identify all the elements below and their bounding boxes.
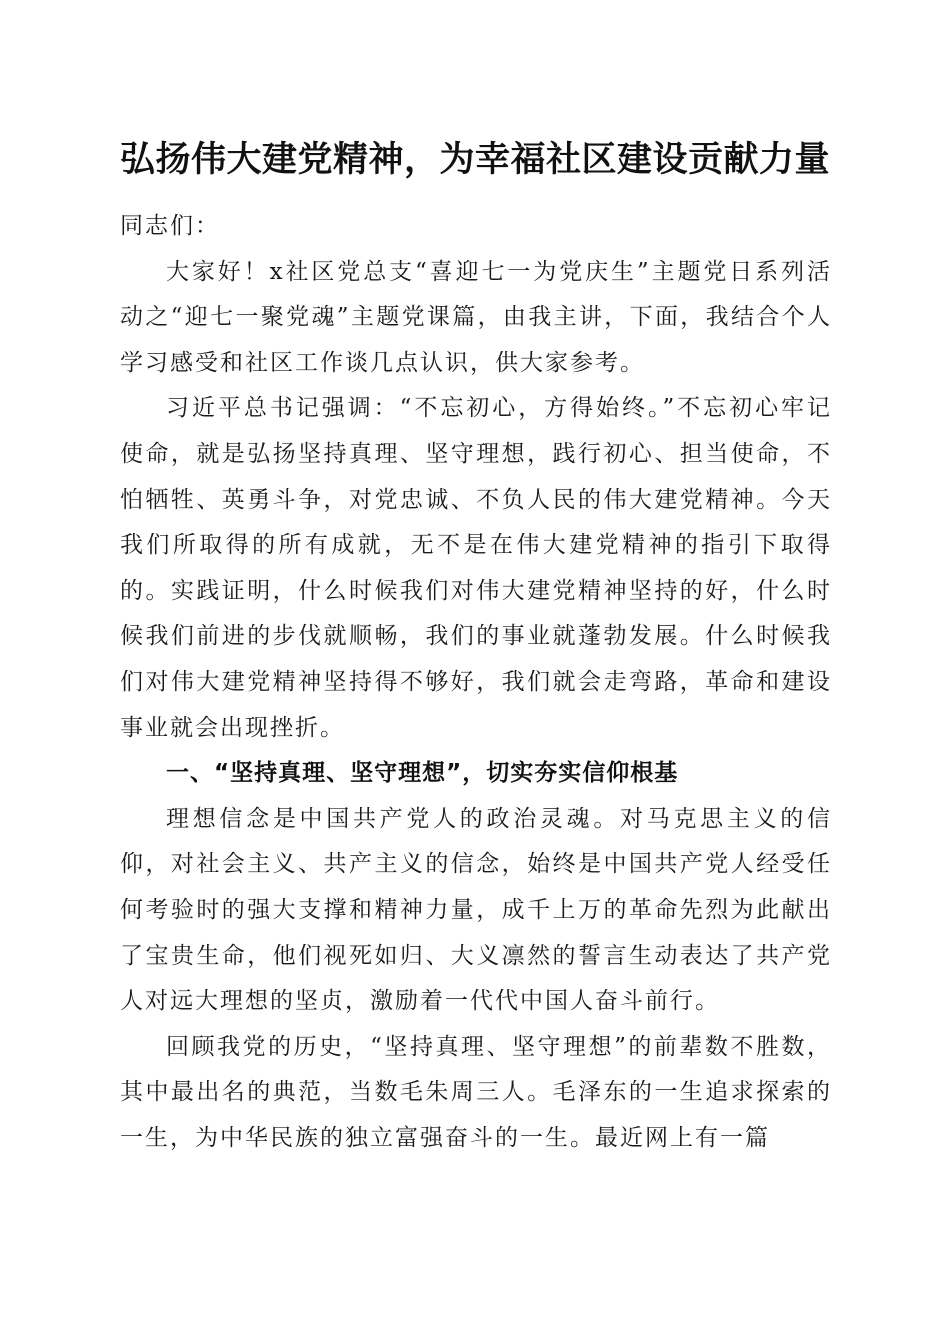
section-heading: 一、“坚持真理、坚守理想”，切实夯实信仰根基 — [166, 760, 679, 787]
paragraph-ideals: 理想信念是中国共产党人的政治灵魂。对马克思主义的信仰，对社会主义、共产主义的信念，始终是中国共产党人经受任何考验时的强大支撑和精神力量，成千上万的革命先烈为此献出了宝贵生命，他们视死如归、大义凛然的誓言生动表达了共产党人对远大理想的坚贞，激励着一代代中国人奋斗前行。 — [120, 805, 832, 1015]
paragraph-intro: 大家好！x社区党总支“喜迎七一为党庆生”主题党日系列活动之“迎七一聚党魂”主题党课篇，由我主讲，下面，我结合个人学习感受和社区工作谈几点认识，供大家参考。 — [120, 258, 832, 376]
document-body — [120, 204, 832, 1161]
paragraph-xi-quote: 习近平总书记强调：“不忘初心，方得始终。”不忘初心牢记使命，就是弘扬坚持真理、坚守理想，践行初心、担当使命，不怕牺牲、英勇斗争，对党忠诚、不负人民的伟大建党精神。今天我们所取得的所有成就，无不是在伟大建党精神的指引下取得的。实践证明，什么时候我们对伟大建党精神坚持的好，什么时候我们前进的步伐就顺畅，我们的事业就蓬勃发展。什么时候我们对伟大建党精神坚持得不够好，我们就会走弯路，革命和建设事业就会出现挫折。 — [120, 395, 832, 741]
paragraph-history: 回顾我党的历史，“坚持真理、坚守理想”的前辈数不胜数，其中最出名的典范，当数毛朱周三人。毛泽东的一生追求探索的一生，为中华民族的独立富强奋斗的一生。最近网上有一篇 — [120, 1033, 832, 1151]
document-title: 弘扬伟大建党精神，为幸福社区建设贡献力量 — [119, 139, 830, 180]
salutation: 同志们： — [120, 213, 220, 239]
